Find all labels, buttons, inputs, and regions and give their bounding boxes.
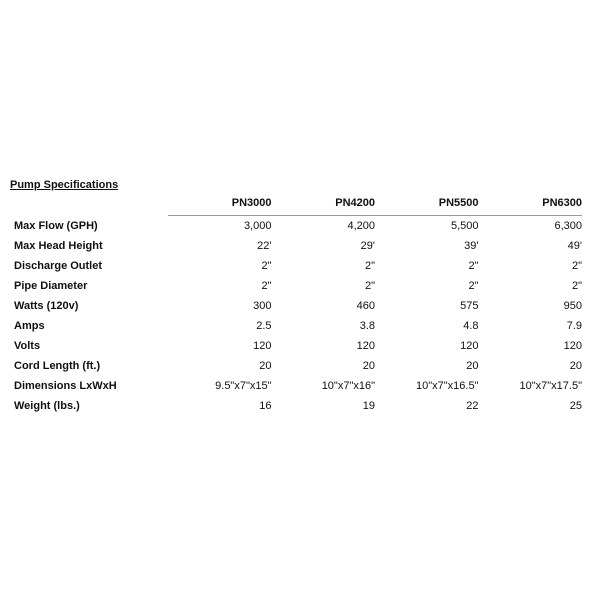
- row-label: Pipe Diameter: [14, 280, 88, 292]
- table-cell: 9.5"x7"x15": [215, 380, 272, 392]
- table-cell: 10"x7"x16": [321, 380, 375, 392]
- table-cell: 300: [253, 300, 272, 312]
- table-cell: 3.8: [359, 320, 375, 332]
- table-cell: 16: [259, 400, 272, 412]
- row-label: Amps: [14, 320, 45, 332]
- table-cell: 2.5: [256, 320, 272, 332]
- table-cell: 20: [362, 360, 375, 372]
- table-cell: 2": [468, 260, 479, 272]
- row-label: Max Head Height: [14, 240, 103, 252]
- table-cell: 20: [569, 360, 582, 372]
- table-cell: 4.8: [463, 320, 479, 332]
- table-cell: 2": [364, 260, 375, 272]
- table-cell: 2": [261, 260, 272, 272]
- column-header: PN6300: [479, 193, 583, 216]
- header-spacer: [14, 193, 168, 216]
- row-label: Discharge Outlet: [14, 260, 103, 272]
- table-row: [14, 396, 582, 416]
- table-cell: 4,200: [347, 220, 375, 232]
- column-header: PN3000: [168, 193, 272, 216]
- pump-spec-table: [14, 193, 582, 416]
- table-cell: 2": [571, 280, 582, 292]
- table-row: [14, 296, 582, 316]
- table-cell: 10"x7"x16.5": [416, 380, 479, 392]
- table-cell: 120: [253, 340, 272, 352]
- row-label: Dimensions LxWxH: [14, 380, 117, 392]
- row-label: Weight (lbs.): [14, 400, 80, 412]
- table-cell: 120: [460, 340, 479, 352]
- table-cell: 2": [571, 260, 582, 272]
- table-row: [14, 356, 582, 376]
- table-cell: 22': [257, 240, 272, 252]
- table-row: [14, 376, 582, 396]
- table-cell: 120: [563, 340, 582, 352]
- row-label: Volts: [14, 340, 41, 352]
- table-cell: 39': [464, 240, 479, 252]
- column-header: PN4200: [272, 193, 376, 216]
- table-cell: 29': [360, 240, 375, 252]
- table-cell: 20: [259, 360, 272, 372]
- table-row: [14, 316, 582, 336]
- table-cell: 25: [569, 400, 582, 412]
- table-cell: 10"x7"x17.5": [519, 380, 582, 392]
- table-cell: 6,300: [554, 220, 582, 232]
- row-label: Cord Length (ft.): [14, 360, 101, 372]
- table-cell: 460: [356, 300, 375, 312]
- column-header: PN5500: [375, 193, 479, 216]
- table-cell: 20: [466, 360, 479, 372]
- table-cell: 2": [468, 280, 479, 292]
- table-row: [14, 236, 582, 256]
- page-title: Pump Specifications: [10, 179, 119, 191]
- table-cell: 120: [356, 340, 375, 352]
- table-row: [14, 336, 582, 356]
- table-row: [14, 276, 582, 296]
- table-row: [14, 256, 582, 276]
- table-cell: 22: [466, 400, 479, 412]
- table-cell: 5,500: [450, 220, 479, 232]
- table-header-row: [14, 193, 582, 216]
- row-label: Watts (120v): [14, 300, 79, 312]
- table-cell: 2": [261, 280, 272, 292]
- table-cell: 3,000: [243, 220, 272, 232]
- table-cell: 2": [364, 280, 375, 292]
- table-cell: 950: [563, 300, 582, 312]
- table-cell: 49': [567, 240, 582, 252]
- table-cell: 7.9: [566, 320, 582, 332]
- table-cell: 575: [460, 300, 479, 312]
- table-row: [14, 216, 582, 237]
- table-cell: 19: [362, 400, 375, 412]
- row-label: Max Flow (GPH): [14, 219, 98, 232]
